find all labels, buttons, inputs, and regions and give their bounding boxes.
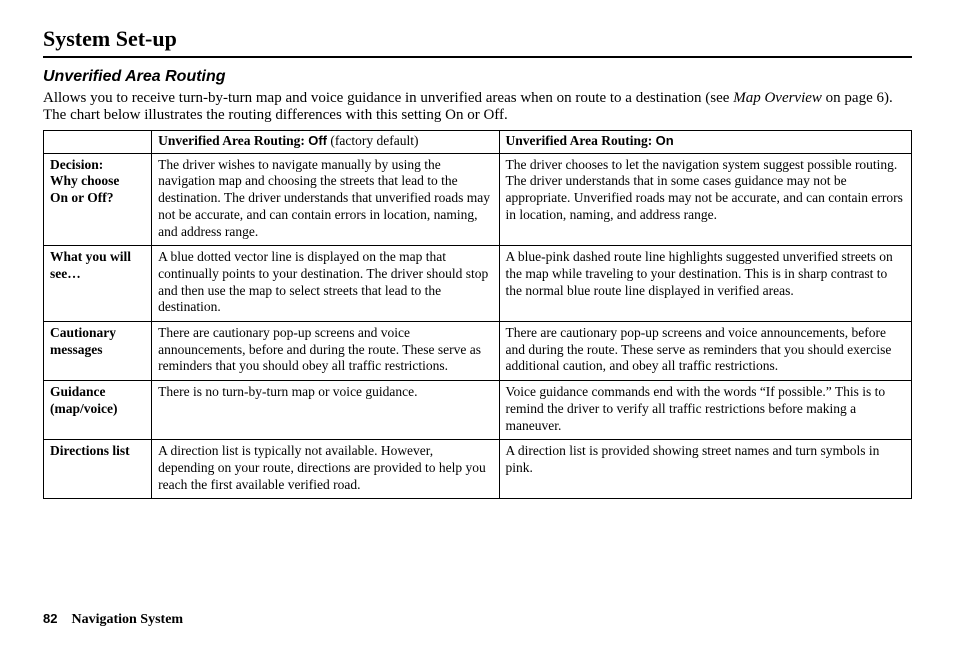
row-label-decision	[44, 153, 152, 246]
table-row	[44, 381, 912, 440]
page-title: System Set-up	[43, 26, 177, 51]
row-label-decision-line2: Why choose	[50, 173, 120, 189]
page-number: 82	[43, 611, 58, 626]
header-off	[152, 131, 499, 154]
section-heading: Unverified Area Routing	[43, 68, 226, 85]
row-label-decision-line3: On or Off?	[50, 190, 114, 206]
header-on	[499, 131, 912, 154]
cell-what-you-see-off: A blue dotted vector line is displayed on the map that continually points to your destination. The driver should stop and then use the map to select streets that lead to the destination.	[152, 246, 499, 322]
header-on-label: Unverified Area Routing:	[505, 133, 656, 148]
row-label-decision-line1: Decision:	[50, 156, 104, 172]
intro-text-before: Allows you to receive turn-by-turn map and voice guidance in unverified areas when on route to a destination (see	[43, 90, 734, 106]
title-divider	[43, 56, 912, 58]
table-row	[44, 153, 912, 246]
intro-text-after: on page 6). The chart below illustrates the routing differences with this setting On or Off.	[43, 90, 893, 123]
cell-cautionary-on: There are cautionary pop-up screens and voice announcements, before and during the route. These serve as reminders that you should exercise additional caution, and obey all traffic restrictions.	[499, 322, 912, 381]
cell-what-you-see-on: A blue-pink dashed route line highlights suggested unverified streets on the map while traveling to your destination. This is in sharp contrast to the normal blue route line displayed in verified areas.	[499, 246, 912, 322]
row-label-guidance	[44, 381, 152, 440]
row-label-guidance-line2: (map/voice)	[50, 400, 118, 416]
table-row	[44, 440, 912, 499]
map-overview-reference: Map Overview	[733, 90, 822, 106]
footer-label: Navigation System	[71, 612, 184, 627]
cell-decision-on: The driver chooses to let the navigation system suggest possible routing. The driver understands that in some cases guidance may not be appropriate. Unverified roads may not be accurate, and can contain errors in location, naming, and address range.	[499, 153, 912, 246]
table-row	[44, 322, 912, 381]
cell-directions-on: A direction list is provided showing street names and turn symbols in pink.	[499, 440, 912, 499]
row-label-cautionary: Cautionary messages	[44, 322, 152, 381]
cell-guidance-on: Voice guidance commands end with the words “If possible.” This is to remind the driver to verify all traffic restrictions before making a maneuver.	[499, 381, 912, 440]
intro-paragraph	[43, 90, 912, 123]
row-label-guidance-line1: Guidance	[50, 384, 106, 400]
header-blank-cell	[44, 131, 152, 154]
page-footer	[43, 610, 183, 629]
cell-decision-off: The driver wishes to navigate manually by using the navigation map and choosing the streets that lead to the destination. The driver understands that unverified roads may not be accurate, and can contain errors in location, naming, and address range.	[152, 153, 499, 246]
table-header-row	[44, 131, 912, 154]
cell-guidance-off: There is no turn-by-turn map or voice guidance.	[152, 381, 499, 440]
routing-comparison-table	[43, 130, 912, 499]
header-on-value: On	[655, 133, 674, 148]
header-off-note: (factory default)	[327, 133, 419, 148]
header-off-label: Unverified Area Routing:	[158, 133, 309, 148]
table-row	[44, 246, 912, 322]
row-label-what-you-see: What you will see…	[44, 246, 152, 322]
row-label-directions-list: Directions list	[44, 440, 152, 499]
header-off-value: Off	[308, 133, 328, 148]
cell-directions-off: A direction list is typically not available. However, depending on your route, directions are provided to help you reach the first available verified road.	[152, 440, 499, 499]
cell-cautionary-off: There are cautionary pop-up screens and voice announcements, before and during the route. These serve as reminders that you should obey all traffic restrictions.	[152, 322, 499, 381]
